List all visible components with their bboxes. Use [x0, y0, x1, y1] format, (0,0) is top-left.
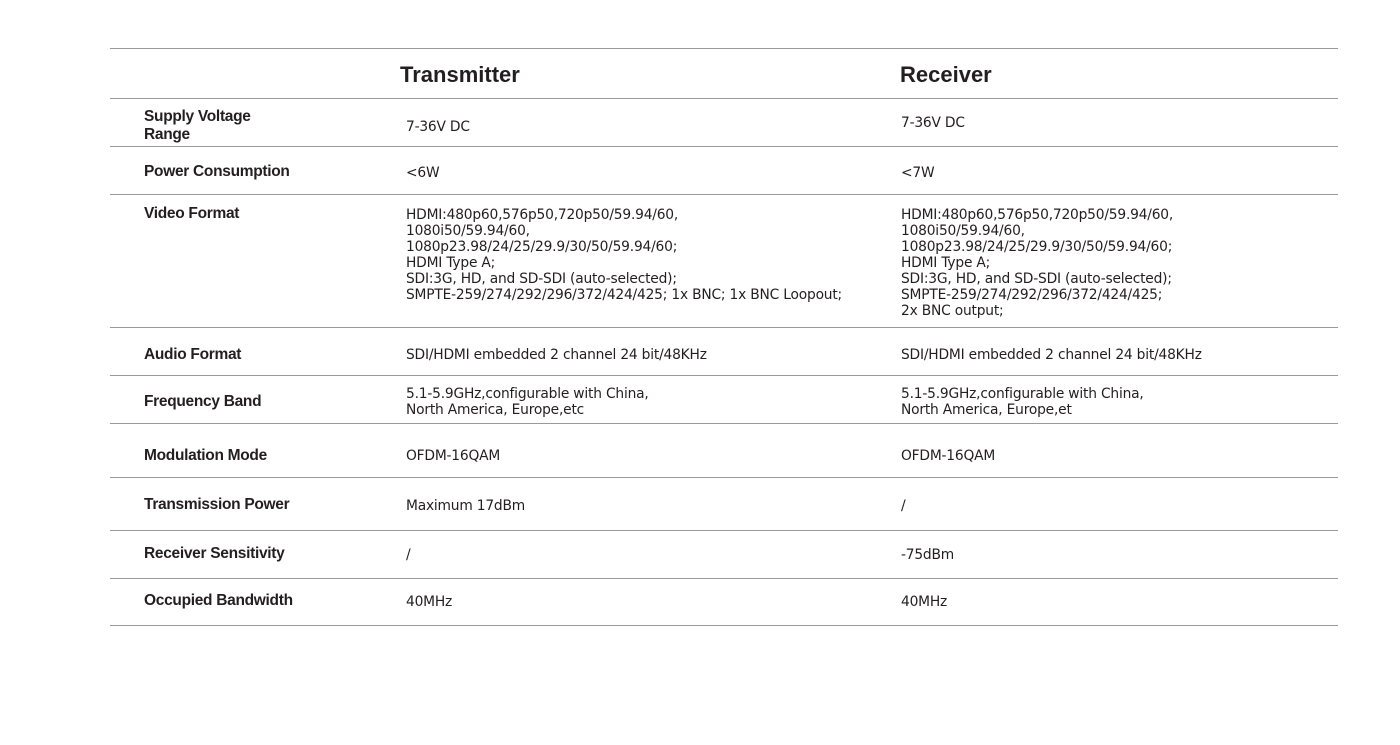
receiver-value: -75dBm	[901, 547, 954, 563]
spec-row-modulation-mode	[110, 424, 1338, 478]
transmitter-value: 40MHz	[406, 594, 453, 610]
receiver-value: 5.1-5.9GHz,configurable with China, North America, Europe,et	[901, 386, 1144, 418]
row-label: Receiver Sensitivity	[144, 545, 285, 562]
spec-row-transmission-power	[110, 478, 1338, 531]
receiver-value: /	[901, 498, 906, 514]
row-label: Power Consumption	[144, 163, 290, 180]
row-label: Video Format	[144, 205, 240, 222]
row-label: Supply Voltage Range	[144, 108, 251, 143]
row-label: Transmission Power	[144, 496, 290, 513]
column-header-transmitter: Transmitter	[400, 62, 520, 87]
transmitter-value: <6W	[406, 165, 440, 181]
row-label: Occupied Bandwidth	[144, 592, 293, 609]
spec-row-video-format	[110, 195, 1338, 328]
transmitter-value: 5.1-5.9GHz,configurable with China, North America, Europe,etc	[406, 386, 649, 418]
spec-row-frequency-band	[110, 376, 1338, 424]
column-header-receiver: Receiver	[900, 62, 992, 87]
spec-row-supply-voltage	[110, 99, 1338, 147]
transmitter-value: SDI/HDMI embedded 2 channel 24 bit/48KHz	[406, 347, 707, 363]
receiver-value: HDMI:480p60,576p50,720p50/59.94/60, 1080i50/59.94/60, 1080p23.98/24/25/29.9/30/50/59.94/60; HDMI Type A; SDI:3G, HD, and SD-SDI (auto-selected); SMPTE-259/274/292/296/372/424/425; 2x BNC output;	[901, 207, 1174, 319]
row-label: Frequency Band	[144, 393, 262, 410]
transmitter-value: OFDM-16QAM	[406, 448, 501, 464]
receiver-value: SDI/HDMI embedded 2 channel 24 bit/48KHz	[901, 347, 1202, 363]
header-row	[110, 49, 1338, 99]
spec-table	[110, 48, 1338, 626]
transmitter-value: Maximum 17dBm	[406, 498, 525, 514]
spec-row-audio-format	[110, 328, 1338, 376]
receiver-value: 7-36V DC	[901, 115, 965, 131]
receiver-value: <7W	[901, 165, 935, 181]
transmitter-value: /	[406, 547, 411, 563]
row-label: Audio Format	[144, 346, 242, 363]
spec-row-power-consumption	[110, 147, 1338, 195]
transmitter-value: HDMI:480p60,576p50,720p50/59.94/60, 1080i50/59.94/60, 1080p23.98/24/25/29.9/30/50/59.94/60; HDMI Type A; SDI:3G, HD, and SD-SDI (auto-selected); SMPTE-259/274/292/296/372/424/425; 1x BNC; 1x BNC Loopout;	[406, 207, 843, 303]
transmitter-value: 7-36V DC	[406, 119, 470, 135]
spec-row-occupied-bandwidth	[110, 579, 1338, 626]
row-label: Modulation Mode	[144, 447, 267, 464]
receiver-value: 40MHz	[901, 594, 948, 610]
spec-row-receiver-sensitivity	[110, 531, 1338, 579]
receiver-value: OFDM-16QAM	[901, 448, 996, 464]
